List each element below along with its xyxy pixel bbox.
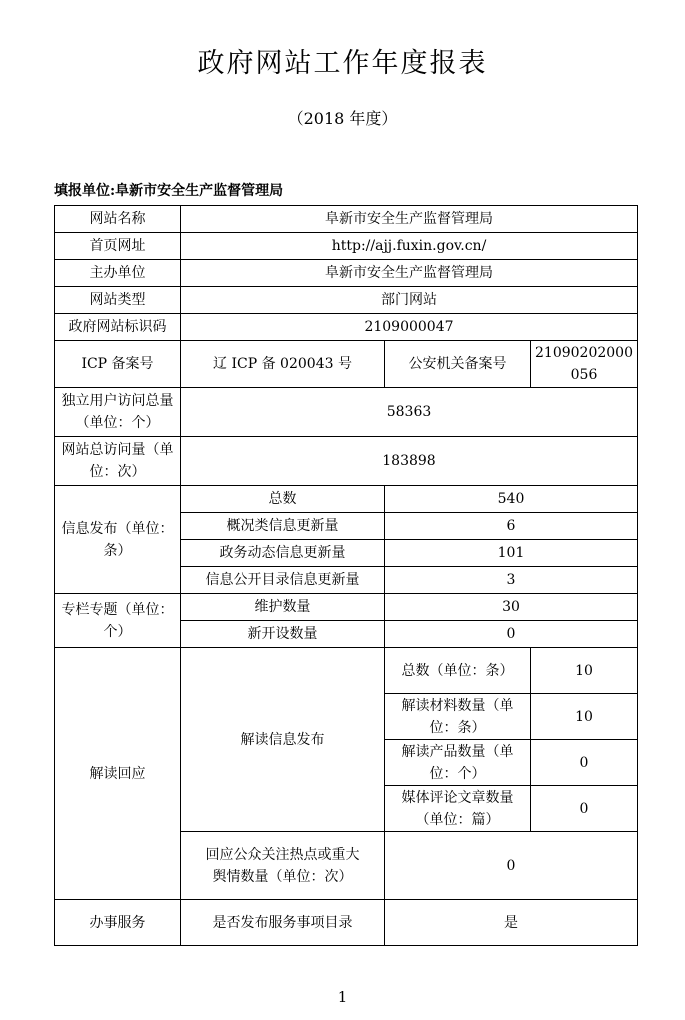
- table-row: [55, 900, 638, 946]
- table-row: [55, 260, 638, 287]
- info-publish-item-label: 政务动态信息更新量: [181, 540, 385, 567]
- table-row: [55, 437, 638, 486]
- report-table: [54, 205, 638, 946]
- table-row: [55, 287, 638, 314]
- unique-visitors-value: 58363: [181, 388, 638, 437]
- columns-item-label: 维护数量: [181, 594, 385, 621]
- sponsor-label: 主办单位: [55, 260, 181, 287]
- site-name-value: 阜新市安全生产监督管理局: [181, 206, 638, 233]
- columns-item-value: 30: [385, 594, 638, 621]
- response-value: 0: [385, 832, 638, 900]
- service-item-label: 是否发布服务事项目录: [181, 900, 385, 946]
- page-subtitle: （2018 年度）: [287, 109, 398, 128]
- site-type-label: 网站类型: [55, 287, 181, 314]
- info-publish-item-value: 540: [385, 486, 638, 513]
- interpretation-item-value: 10: [531, 694, 638, 740]
- service-item-value: 是: [385, 900, 638, 946]
- homepage-label: 首页网址: [55, 233, 181, 260]
- interpretation-item-value: 0: [531, 786, 638, 832]
- table-row: [55, 486, 638, 513]
- total-visits-value: 183898: [181, 437, 638, 486]
- interpretation-label: 解读回应: [55, 648, 181, 900]
- icp-label: ICP 备案号: [55, 341, 181, 388]
- info-publish-item-value: 6: [385, 513, 638, 540]
- site-code-label: 政府网站标识码: [55, 314, 181, 341]
- interpretation-item-value: 10: [531, 648, 638, 694]
- page-number: 1: [337, 988, 348, 1006]
- table-row: [55, 206, 638, 233]
- unique-visitors-label: 独立用户访问总量（单位：个）: [55, 388, 181, 437]
- service-label: 办事服务: [55, 900, 181, 946]
- icp-value: 辽 ICP 备 020043 号: [181, 341, 385, 388]
- site-name-label: 网站名称: [55, 206, 181, 233]
- info-publish-item-value: 3: [385, 567, 638, 594]
- columns-label: 专栏专题（单位：个）: [55, 594, 181, 648]
- interpretation-item-value: 0: [531, 740, 638, 786]
- table-row: [55, 233, 638, 260]
- police-record-value: 21090202000056: [531, 341, 638, 388]
- info-publish-item-value: 101: [385, 540, 638, 567]
- interpretation-item-label: 总数（单位：条）: [385, 648, 531, 694]
- table-row: [55, 648, 638, 694]
- interpretation-item-label: 媒体评论文章数量（单位：篇）: [385, 786, 531, 832]
- info-publish-label: 信息发布（单位：条）: [55, 486, 181, 594]
- interpretation-item-label: 解读材料数量（单位：条）: [385, 694, 531, 740]
- info-publish-item-label: 总数: [181, 486, 385, 513]
- page-title: 政府网站工作年度报表: [197, 48, 488, 79]
- info-publish-item-label: 信息公开目录信息更新量: [181, 567, 385, 594]
- site-type-value: 部门网站: [181, 287, 638, 314]
- filler-unit: 填报单位:阜新市安全生产监督管理局: [54, 183, 284, 199]
- interpretation-item-label: 解读产品数量（单位：个）: [385, 740, 531, 786]
- table-row: [55, 388, 638, 437]
- response-label: 回应公众关注热点或重大舆情数量（单位：次）: [181, 832, 385, 900]
- police-record-label: 公安机关备案号: [385, 341, 531, 388]
- site-code-value: 2109000047: [181, 314, 638, 341]
- interpretation-publish-label: 解读信息发布: [181, 648, 385, 832]
- table-row: [55, 341, 638, 388]
- columns-item-value: 0: [385, 621, 638, 648]
- homepage-value: http://ajj.fuxin.gov.cn/: [181, 233, 638, 260]
- info-publish-item-label: 概况类信息更新量: [181, 513, 385, 540]
- total-visits-label: 网站总访问量（单位：次）: [55, 437, 181, 486]
- columns-item-label: 新开设数量: [181, 621, 385, 648]
- table-row: [55, 314, 638, 341]
- table-row: [55, 594, 638, 621]
- sponsor-value: 阜新市安全生产监督管理局: [181, 260, 638, 287]
